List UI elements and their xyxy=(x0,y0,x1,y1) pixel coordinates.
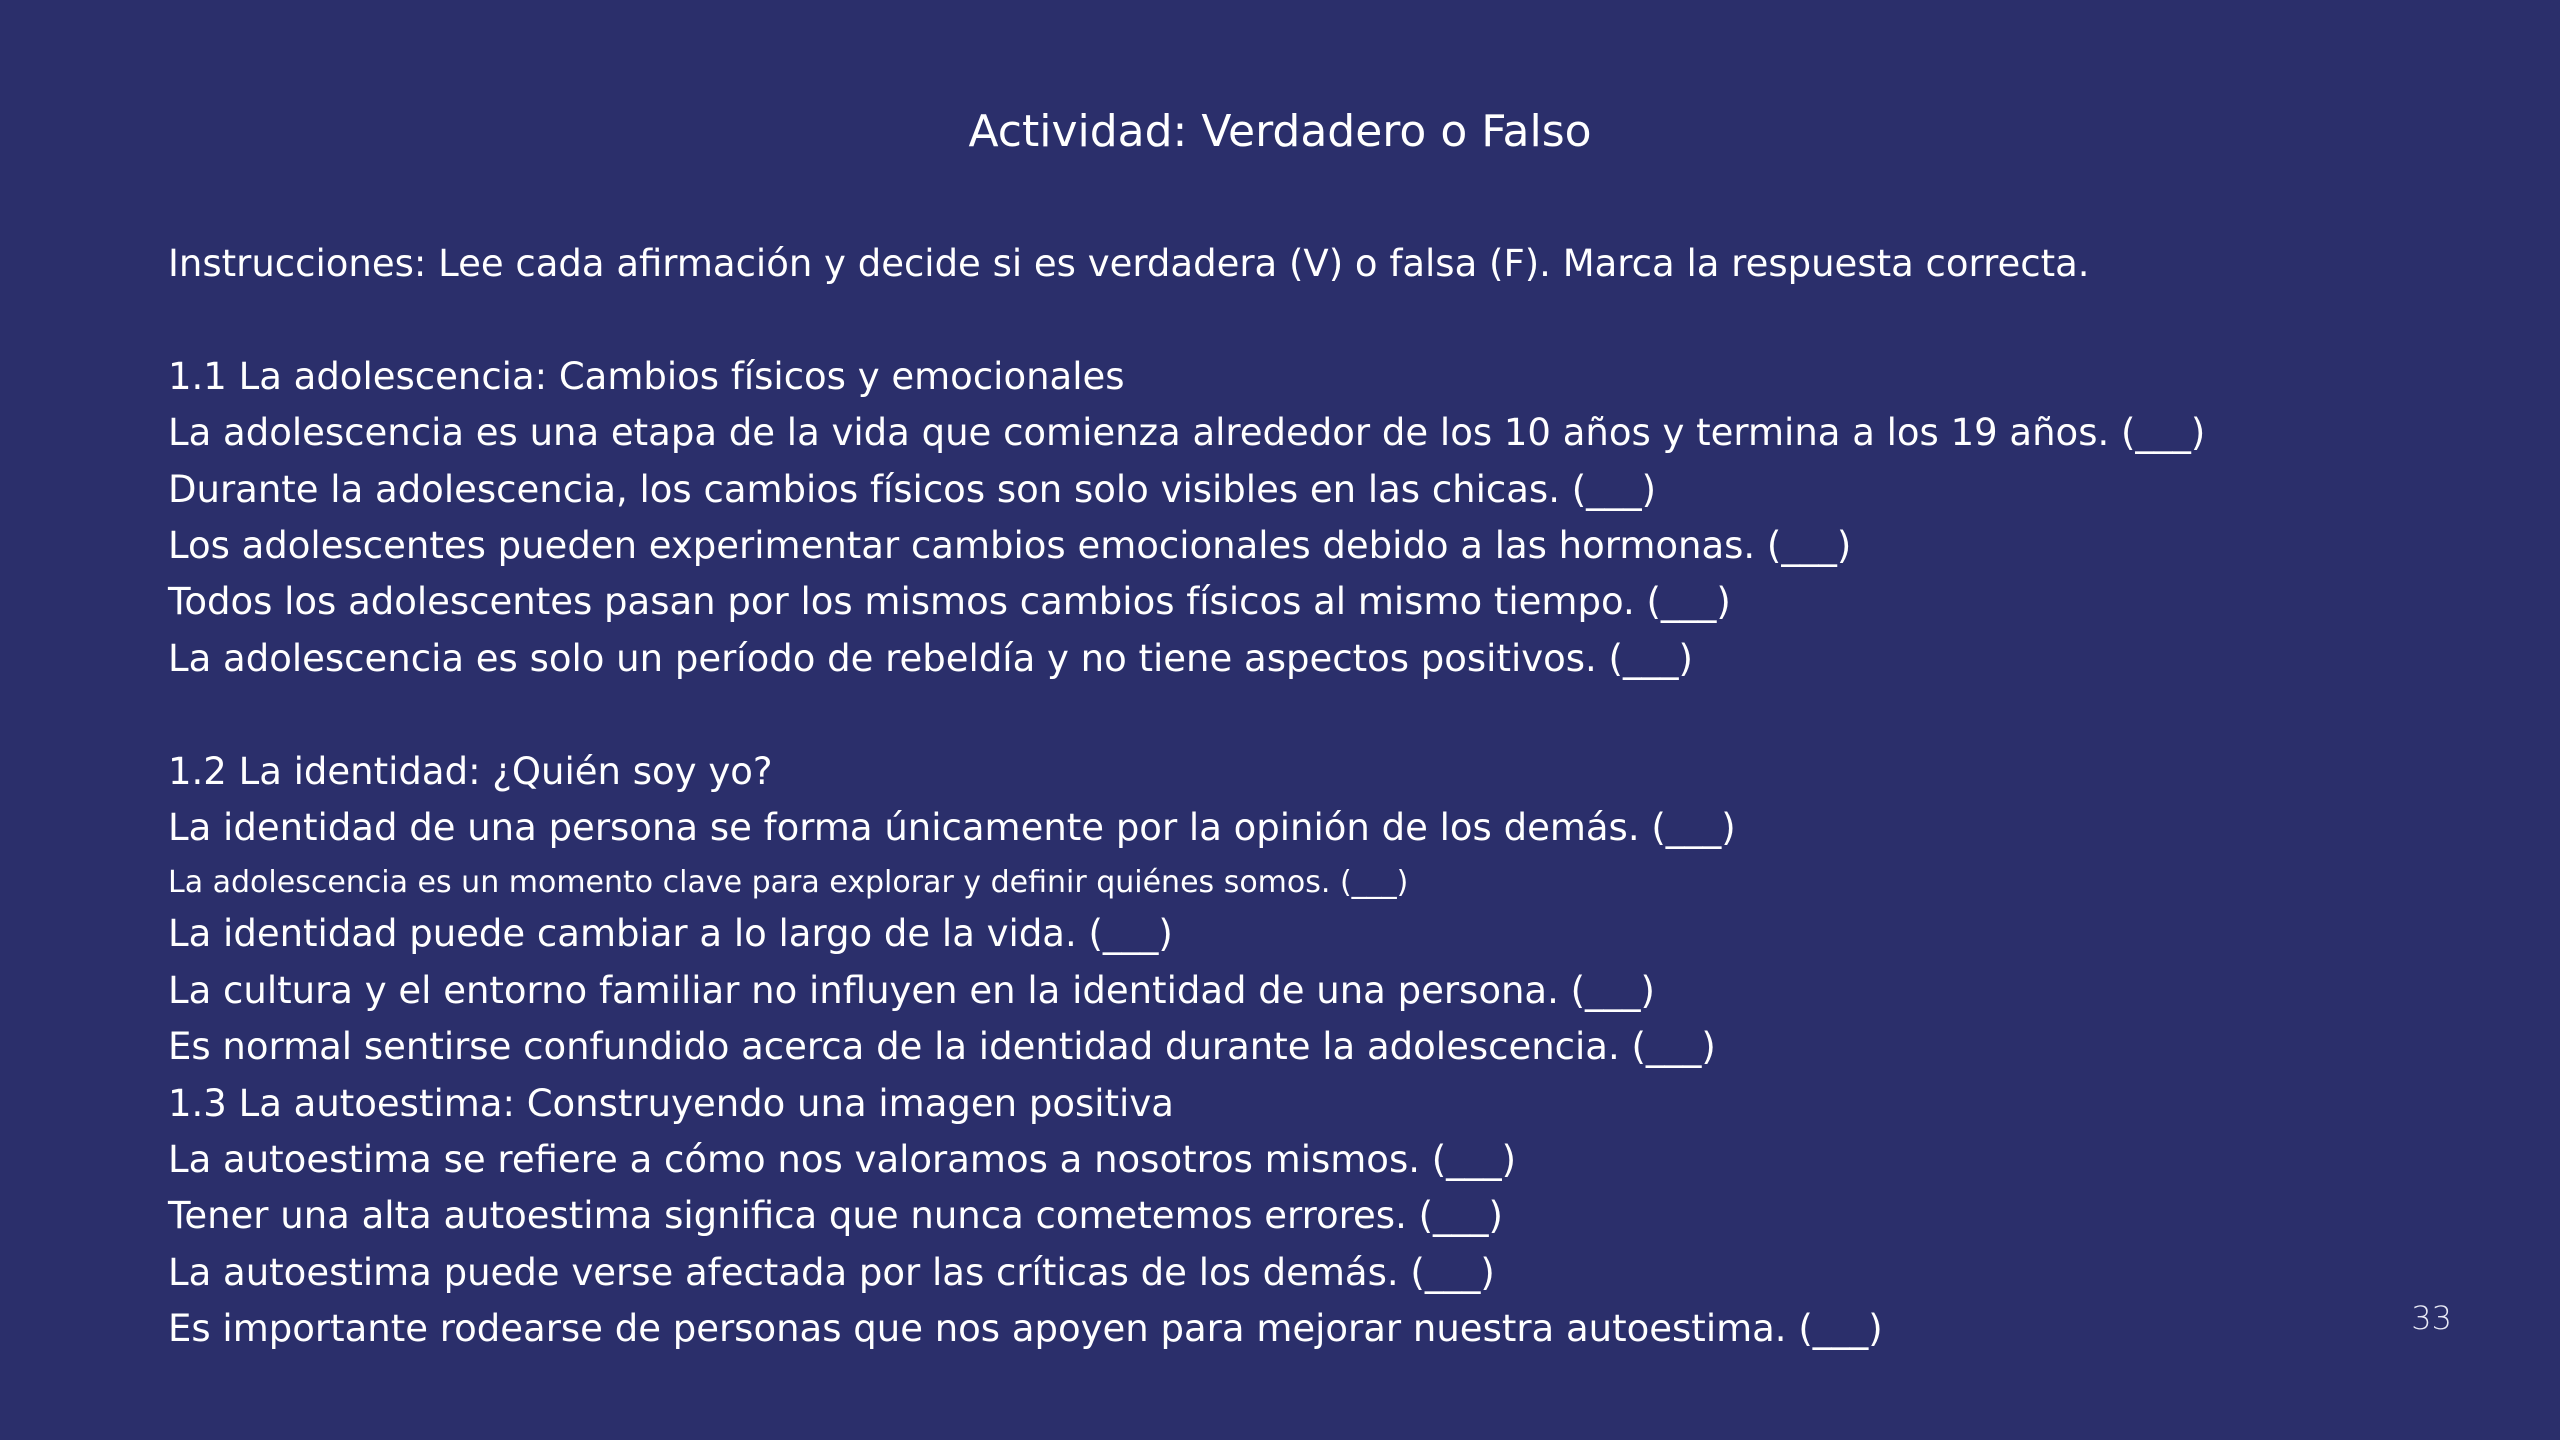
statement-item: La identidad de una persona se forma únicamente por la opinión de los demás. (___) xyxy=(168,806,1736,850)
statement-item: Durante la adolescencia, los cambios físicos son solo visibles en las chicas. (___) xyxy=(168,467,1657,511)
statement-item: La cultura y el entorno familiar no influyen en la identidad de una persona. (___) xyxy=(168,968,1655,1012)
statement-item: La adolescencia es una etapa de la vida que comienza alrededor de los 10 años y termina a los 19 años. (___) xyxy=(168,411,2206,455)
slide-content xyxy=(168,236,2468,1358)
statement-item: La adolescencia es un momento clave para explorar y definir quiénes somos. (___) xyxy=(168,865,1409,901)
instructions-text: Instrucciones: Lee cada afirmación y decide si es verdadera (V) o falsa (F). Marca la respuesta correcta. xyxy=(168,242,2090,285)
statement-item: Es normal sentirse confundido acerca de la identidad durante la adolescencia. (___) xyxy=(168,1025,1716,1069)
spacer xyxy=(168,292,2468,348)
statement-item: La identidad puede cambiar a lo largo de la vida. (___) xyxy=(168,912,1173,956)
statement-item: Tener una alta autoestima significa que nunca cometemos errores. (___) xyxy=(168,1194,1503,1238)
spacer xyxy=(168,687,2468,743)
section-heading-identidad: 1.2 La identidad: ¿Quién soy yo? xyxy=(168,749,773,793)
statement-item: La adolescencia es solo un período de rebeldía y no tiene aspectos positivos. (___) xyxy=(168,636,1693,680)
statement-item: Todos los adolescentes pasan por los mismos cambios físicos al mismo tiempo. (___) xyxy=(168,580,1731,624)
section-heading-autoestima: 1.3 La autoestima: Construyendo una imagen positiva xyxy=(168,1081,1174,1125)
page-number: 33 xyxy=(2411,1299,2452,1337)
statement-item: Los adolescentes pueden experimentar cambios emocionales debido a las hormonas. (___) xyxy=(168,524,1852,568)
statement-item: Es importante rodearse de personas que nos apoyen para mejorar nuestra autoestima. (___) xyxy=(168,1307,1883,1351)
section-heading-adolescencia: 1.1 La adolescencia: Cambios físicos y emocionales xyxy=(168,354,1125,398)
slide-title: Actividad: Verdadero o Falso xyxy=(968,106,1592,157)
statement-item: La autoestima se refiere a cómo nos valoramos a nosotros mismos. (___) xyxy=(168,1138,1517,1182)
statement-item: La autoestima puede verse afectada por las críticas de los demás. (___) xyxy=(168,1250,1495,1294)
